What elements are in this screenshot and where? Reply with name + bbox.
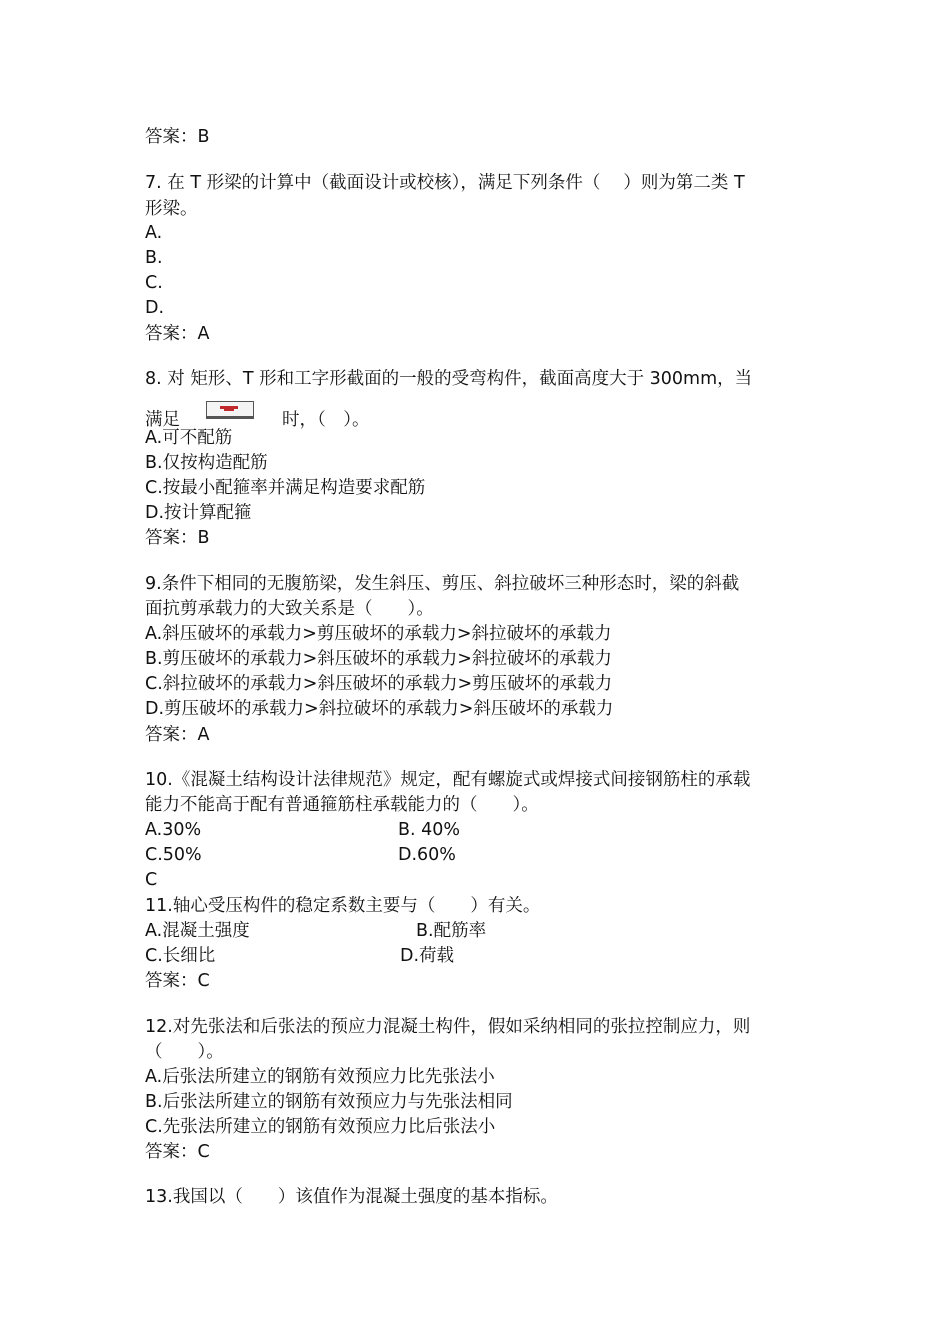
- question-8-line2-post: 时，（ ）。: [282, 410, 370, 430]
- question-9-option-d: D.剪压破坏的承载力>斜拉破坏的承载力>斜压破坏的承载力: [145, 699, 614, 719]
- question-10-text-line1: 10.《混凝土结构设计法律规范》规定，配有螺旋式或焊接式间接钢筋柱的承载: [145, 770, 751, 790]
- question-11-option-a: A.混凝土强度: [145, 921, 250, 941]
- question-12-answer: 答案：C: [145, 1142, 210, 1162]
- question-8-option-d: D.按计算配箍: [145, 503, 252, 523]
- question-8-option-b: B.仅按构造配筋: [145, 453, 268, 473]
- question-7-option-a: A.: [145, 223, 163, 243]
- question-9-option-a: A.斜压破坏的承载力>剪压破坏的承载力>斜拉破坏的承载力: [145, 624, 612, 644]
- question-12-option-b: B.后张法所建立的钢筋有效预应力与先张法相同: [145, 1092, 513, 1112]
- formula-image: [206, 401, 254, 419]
- question-10-option-c: C.50%: [145, 845, 202, 865]
- question-12-text-line1: 12.对先张法和后张法的预应力混凝土构件，假如采纳相同的张拉控制应力，则: [145, 1017, 751, 1037]
- question-7-answer: 答案：A: [145, 324, 210, 344]
- question-10-option-d: D.60%: [398, 845, 456, 865]
- question-12-text-line2: （ ）。: [145, 1042, 224, 1062]
- question-10-answer: C: [145, 870, 158, 890]
- question-10-text-line2: 能力不能高于配有普通箍筋柱承载能力的（ ）。: [145, 795, 539, 815]
- question-10-option-b: B. 40%: [398, 820, 461, 840]
- question-9-text-line2: 面抗剪承载力的大致关系是（ ）。: [145, 599, 434, 619]
- question-9-option-c: C.斜拉破坏的承载力>斜压破坏的承载力>剪压破坏的承载力: [145, 674, 613, 694]
- question-8-line2-pre: 满足: [145, 410, 180, 430]
- question-12-option-a: A.后张法所建立的钢筋有效预应力比先张法小: [145, 1067, 495, 1087]
- question-7-text-line1: 7. 在 T 形梁的计算中（截面设计或校核），满足下列条件（ ）则为第二类 T: [145, 173, 745, 193]
- question-7-option-b: B.: [145, 248, 163, 268]
- answer-prev: 答案：B: [145, 127, 210, 147]
- question-12-option-c: C.先张法所建立的钢筋有效预应力比后张法小: [145, 1117, 496, 1137]
- question-7-option-d: D.: [145, 298, 165, 318]
- question-11-option-b: B.配筋率: [416, 921, 487, 941]
- question-10-option-a: A.30%: [145, 820, 202, 840]
- question-7-option-c: C.: [145, 273, 163, 293]
- question-9-answer: 答案：A: [145, 725, 210, 745]
- question-11-option-d: D.荷载: [400, 946, 455, 966]
- question-8-option-a: A.可不配筋: [145, 428, 233, 448]
- question-8-answer: 答案：B: [145, 528, 210, 548]
- question-8-text-line1: 8. 对 矩形、T 形和工字形截面的一般的受弯构件，截面高度大于 300mm，当: [145, 369, 753, 389]
- question-11-text-line1: 11.轴心受压构件的稳定系数主要与（ ）有关。: [145, 896, 541, 916]
- question-11-option-c: C.长细比: [145, 946, 216, 966]
- question-8-option-c: C.按最小配箍率并满足构造要求配筋: [145, 478, 426, 498]
- question-11-answer: 答案：C: [145, 971, 210, 991]
- question-9-text-line1: 9.条件下相同的无腹筋梁，发生斜压、剪压、斜拉破坏三种形态时，梁的斜截: [145, 574, 740, 594]
- question-9-option-b: B.剪压破坏的承载力>斜压破坏的承载力>斜拉破坏的承载力: [145, 649, 612, 669]
- question-13-text-line1: 13.我国以（ ）该值作为混凝土强度的基本指标。: [145, 1187, 558, 1207]
- question-7-text-line2: 形梁。: [145, 199, 198, 219]
